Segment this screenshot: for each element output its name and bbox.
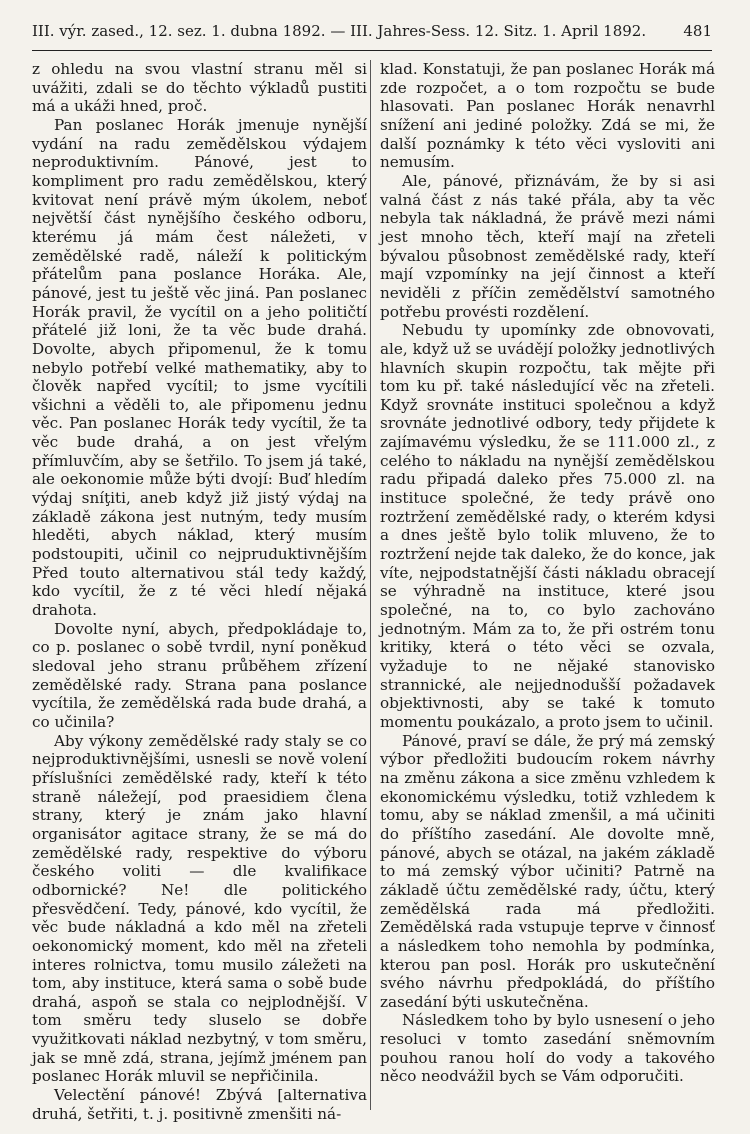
right-column [380,60,715,1086]
paragraph: Pánové, praví se dále, že prý má zemský výbor předložiti budoucím rokem návrhy na změnu zákona a sice změnu vzhledem k ekonomickému výsledku, totiž vzhledem k tomu, aby se náklad zmenšil, a má učiniti do příštího zasedání. Ale dovolte mně, pánové, abych se otázal, na jakém základě to má zemský výbor učiniti? Patrně na základě účtu zemědělské rady, účtu, který zemědělská rada má předložiti. Zemědělská rada vstupuje teprve v činnosť a následkem toho nemohla by podmínka, kterou pan posl. Horák pro uskutečnění svého návrhu předpokládá, do příštího zasedání býti uskutečněna. [380,731,715,1011]
header-german: III. Jahres-Sess. 12. Sitz. 1. April 1892. [350,22,647,40]
paragraph: Nebudu ty upomínky zde obnovovati, ale, když už se uvádějí položky jednotlivých hlavních skupin rozpočtu, tak mějte při tom ku př. také následující věc na zřeteli. Když srovnáte instituci společnou a když srovnáte jednotlivé odbory, tedy přijdete k zajímavému výsledku, že se 111.000 zl., z celého to nákladu na nynější zemědělskou radu připadá daleko přes 75.000 zl. na instituce společné, že tedy právě ono roztržení zemědělské rady, o kterém kdysi a dnes ještě bylo tolik mluveno, že to roztržení nejde tak daleko, že do konce, jak víte, nejpodstatnější části nákladu obracejí se výhradně na instituce, které jsou společné, na to, co bylo zachováno jednotným. Mám za to, že při ostrém tonu kritiky, která o této věci se ozvala, vyžaduje to ne nějaké stanovisko strannické, ale nejjednodušší požadavek objektivnosti, aby se také k tomuto momentu poukázalo, a proto jsem to učinil. [380,321,715,731]
paragraph: Velectění pánové! Zbývá [alternativa druhá, šetřiti, t. j. positivně zmenšiti ná- [32,1086,367,1123]
paragraph: z ohledu na svou vlastní stranu měl si uvážiti, zdali se do těchto výkladů pustiti má a ukáži hned, proč. [32,60,367,116]
header-separator: — [330,22,346,40]
header-rule [32,50,712,51]
paragraph: Ale, pánové, přiznávám, že by si asi valná část z nás také přála, aby ta věc nebyla tak nákladná, že právě mezi námi jest mnoho těch, kteří mají na zřeteli bývalou působnost zemědělské rady, kteří mají vzpomínky na její činnost a kteří neviděli z příčin zemědělství samotného potřebu provésti rozdělení. [380,171,715,321]
paragraph: Aby výkony zemědělské rady staly se co nejproduktivnějšími, usnesli se nově volení příslušníci zemědělské rady, kteří k této straně náležejí, pod praesidiem člena strany, který je znám jako hlavní organisátor agitace strany, že se má do zemědělské rady, respektive do výboru českého voliti — dle kvalifikace odbornické? Ne! dle politického přesvědčení. Tedy, pánové, kdo vycítil, že věc bude nákladná a kdo měl na zřeteli oekonomický moment, kdo měl na zřeteli interes rolnictva, tomu musilo záležeti na tom, aby instituce, která sama o sobě bude drahá, aspoň se stala co nejplodnější. V tom směru tedy sluselo se dobře využitkovati náklad nezbytný, v tom směru, jak se mně zdá, strana, jejímž jménem pan poslanec Horák mluvil se nepřičinila. [32,731,367,1086]
left-column [32,60,367,1123]
running-header [32,18,712,44]
paragraph: Pan poslanec Horák jmenuje nynější vydání na radu zemědělskou výdajem neproduktivním. Pánové, jest to kompliment pro radu zemědělskou, který kvitovat není právě mým úkolem, neboť největší část nynějšího českého odboru, kterému já mám čest náležeti, v zemědělské radě, náleží k politickým přátelům pana poslance Horáka. Ale, pánové, jest tu ještě věc jiná. Pan poslanec Horák pravil, že vycítil on a jeho političtí přátelé již loni, že ta věc bude drahá. Dovolte, abych připomenul, že k tomu nebylo potřebí velké mathematiky, aby to člověk napřed vycítil; to jsme vycítili všichni a věděli to, ale připomenu jednu věc. Pan poslanec Horák tedy vycítil, že ta věc bude drahá, a on jest vřelým přímluvčím, aby se šetřilo. To jsem já také, ale oekonomie může býti dvojí: Buď hledím výdaj sníţiti, aneb když již jistý výdaj na základě zákona jest nutným, tedy musím hleděti, abych náklad, který musím podstoupiti, učinil co nejpruduktivnějším Před touto alternativou stál tedy každý, kdo vycítil, že z té věci hledí nějaká drahota. [32,115,367,620]
header-czech: III. výr. zased., 12. sez. 1. dubna 1892. [32,22,326,40]
column-divider [370,60,371,1110]
paragraph: Následkem toho by bylo usnesení o jeho resoluci v tomto zasedání sněmovním pouhou ranou holí do vody a takového něco neodvážil bych se Vám odporučiti. [380,1011,715,1086]
paragraph: klad. Konstatuji, že pan poslanec Horák má zde rozpočet, a o tom rozpočtu se bude hlasovati. Pan poslanec Horák nenavrhl snížení ani jediné položky. Zdá se mi, že další poznámky k této věci vysloviti ani nemusím. [380,60,715,172]
page-number: 481 [683,22,712,40]
paragraph: Dovolte nyní, abych, předpokládaje to, co p. poslanec o sobě tvrdil, nyní poněkud sledoval jeho stranu průběhem zřízení zemědělské rady. Strana pana poslance vycítila, že zemědělská rada bude drahá, a co učinila? [32,619,367,731]
